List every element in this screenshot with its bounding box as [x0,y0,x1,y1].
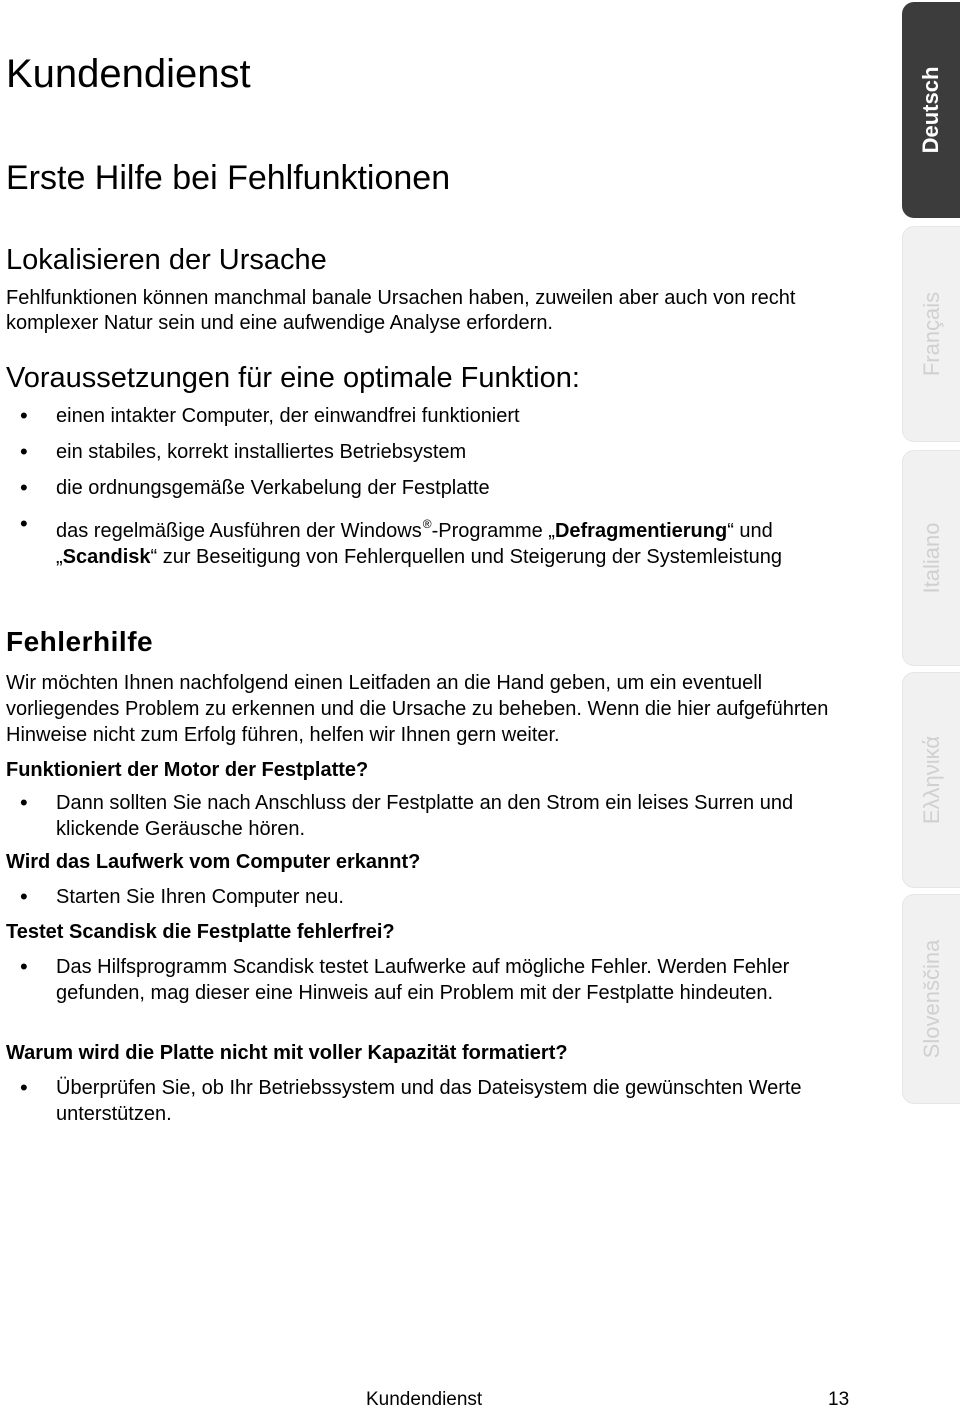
question-heading: Funktioniert der Motor der Festplatte? [6,759,369,781]
list-item [6,511,866,570]
language-tab-label: Deutsch [918,66,943,154]
list-item: • Starten Sie Ihren Computer neu. [6,884,866,910]
list-item: • Überprüfen Sie, ob Ihr Betriebssystem und das Dateisystem die gewünschten Werte unterstützen. [6,1075,866,1127]
list-item-text: “ zur Beseitigung von Fehlerquellen und Steigerung der Systemleistung [150,546,782,568]
list-item-text: -Programme „ [431,520,555,542]
language-tab-deutsch[interactable] [902,2,960,218]
page-title: Kundendienst [6,52,251,96]
answer-list [6,884,866,910]
language-tab-greek[interactable] [902,672,960,888]
list-item: • einen intakter Computer, der einwandfrei funktioniert [6,403,866,429]
page-number: 13 [828,1389,850,1410]
list-item: • die ordnungsgemäße Verkabelung der Festplatte [6,475,866,501]
language-tab-label: Italiano [918,522,944,594]
question-heading: Testet Scandisk die Festplatte fehlerfrei? [6,921,395,943]
question-heading: Wird das Laufwerk vom Computer erkannt? [6,851,421,873]
list-item-text: das regelmäßige Ausführen der Windows [56,520,422,542]
section-paragraph-lokalisieren: Fehlfunktionen können manchmal banale Ursachen haben, zuweilen aber auch von recht komplexer Natur sein und eine aufwendige Analyse erfordern. [6,287,796,334]
list-item-text: “ und „ [56,520,773,568]
fehlerhilfe-paragraph: Wir möchten Ihnen nachfolgend einen Leitfaden an die Hand geben, um ein eventuell vorliegendes Problem zu erkennen und die Ursache zu beheben. Wenn die hier aufgeführten Hinweise nicht zum Erfolg führen, helfen wir Ihnen gern weiter. [6,672,829,746]
language-tab-italiano[interactable] [902,450,960,666]
list-item: • Dann sollten Sie nach Anschluss der Festplatte an den Strom ein leises Surren und klickende Geräusche hören. [6,790,866,842]
requirements-list [6,403,866,580]
fehlerhilfe-heading: Fehlerhilfe [6,626,154,657]
language-tab-label: Ελληνικά [918,735,944,825]
answer-list [6,1075,866,1127]
program-name-scandisk: Scandisk [62,546,151,568]
program-name-defragmentierung: Defragmentierung [554,520,728,542]
list-item: • Das Hilfsprogramm Scandisk testet Laufwerke auf mögliche Fehler. Werden Fehler gefunden, mag dieser eine Hinweis auf ein Problem mit der Festplatte hindeuten. [6,954,866,1006]
section-heading-lokalisieren: Lokalisieren der Ursache [6,244,327,276]
language-tab-slovenscina[interactable] [902,894,960,1104]
question-heading: Warum wird die Platte nicht mit voller Kapazität formatiert? [6,1042,568,1064]
answer-list [6,790,866,842]
registered-mark: ® [422,517,432,531]
language-tab-francais[interactable] [902,226,960,442]
answer-list [6,954,866,1006]
list-item: • ein stabiles, korrekt installiertes Betriebsystem [6,439,866,465]
requirements-heading: Voraussetzungen für eine optimale Funktion: [6,362,580,394]
page-subtitle: Erste Hilfe bei Fehlfunktionen [6,159,451,197]
language-tab-label: Français [918,291,944,377]
language-tab-label: Slovenščina [918,939,944,1059]
footer-section-label: Kundendienst [366,1389,483,1410]
